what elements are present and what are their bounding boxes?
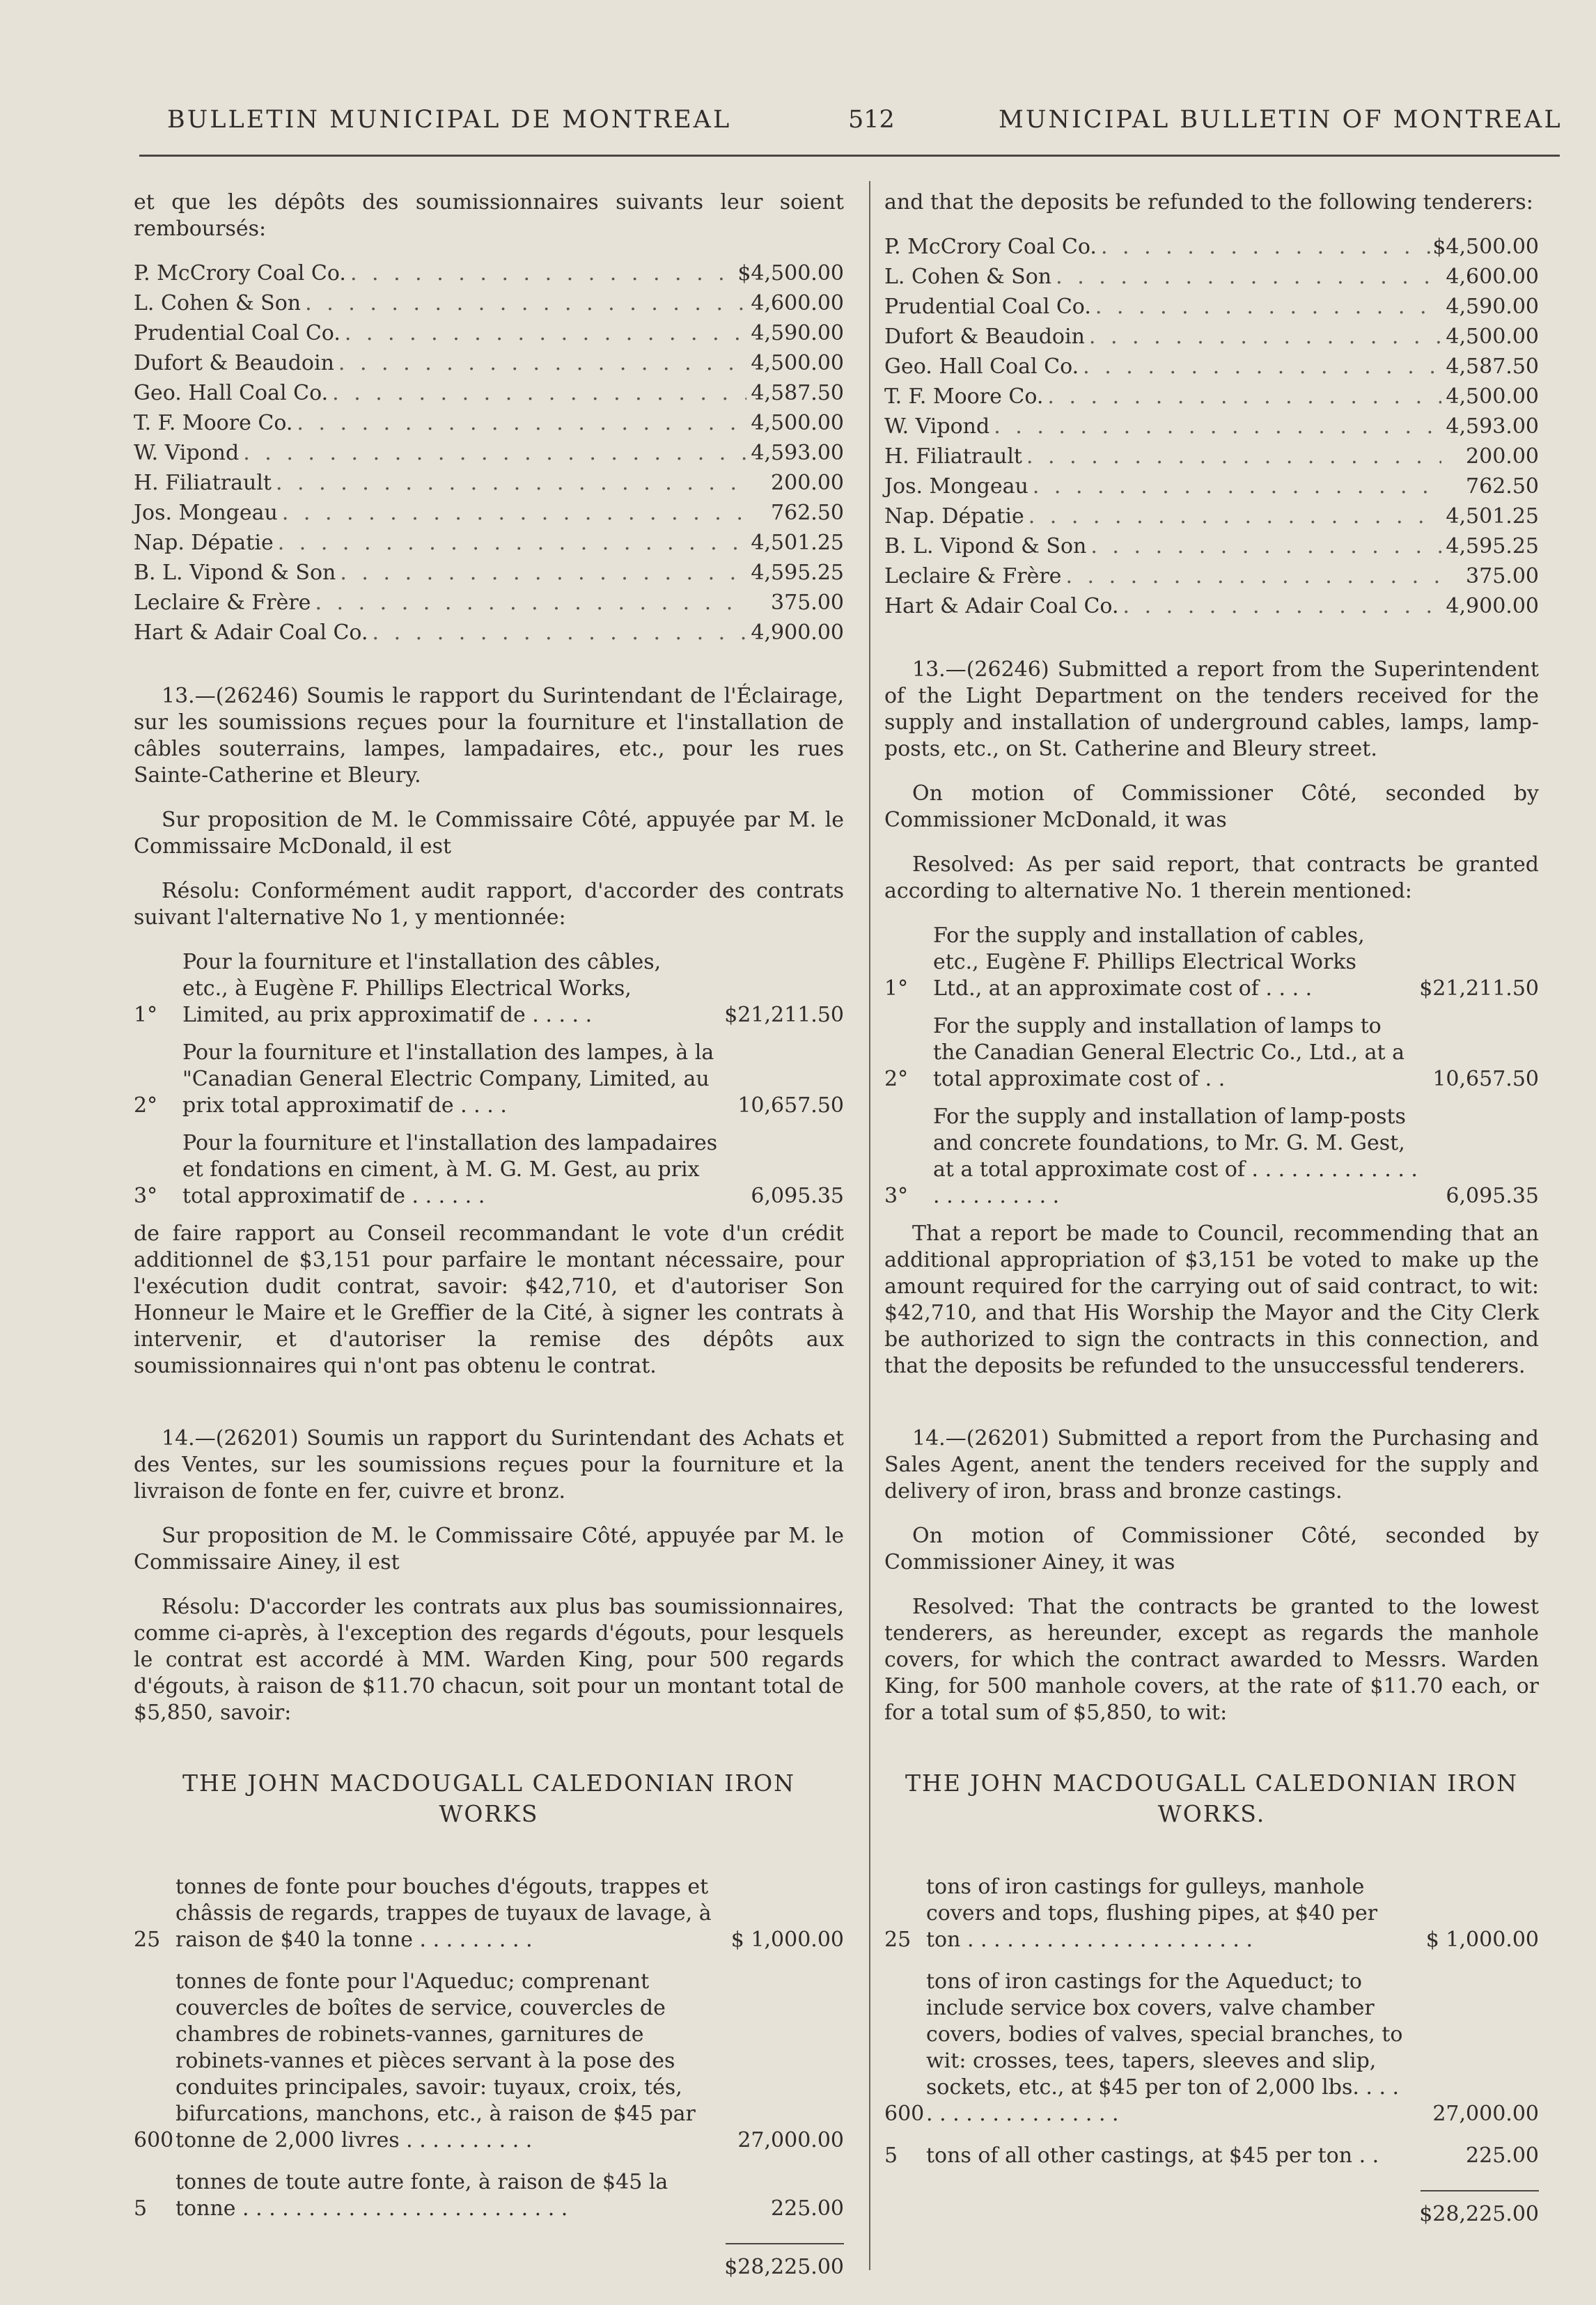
list-item: B. L. Vipond & Son . . . 4,595.25 bbox=[134, 560, 844, 590]
page-number: 512 bbox=[848, 106, 895, 134]
list-item: Prudential Coal Co. . . . 4,590.00 bbox=[884, 294, 1539, 324]
list-item: Jos. Mongeau . . . 762.50 bbox=[884, 474, 1539, 503]
list-item: P. McCrory Coal Co. . . . $4,500.00 bbox=[884, 234, 1539, 264]
fr-motion-13: Sur proposition de M. le Commissaire Côté, appuyée par M. le Commissaire McDonald, il est bbox=[134, 808, 844, 859]
column-divider bbox=[869, 181, 870, 2270]
fr-resolution-13: Résolu: Conformément audit rapport, d'accorder des contrats suivant l'alternative No 1, y mentionnée: bbox=[134, 879, 844, 930]
fr-castings-list bbox=[134, 1874, 844, 2222]
en-company-heading: THE JOHN MACDOUGALL CALEDONIAN IRON WORKS. bbox=[905, 1769, 1518, 1827]
list-item: 600 tonnes de fonte pour l'Aqueduc; comprenant couvercles de boîtes de service, couvercles de chambres de robinets-vannes, garnitures de robinets-vannes et pièces servant à la pose des conduites principales, savoir: tuyaux, croix, tés, bifurcations, manchons, etc., à raison de $45 par tonne de 2,000 livres . . . . . . . . . . 27,000.00 bbox=[134, 1969, 844, 2152]
fr-resolution-14: Résolu: D'accorder les contrats aux plus bas soumissionnaires, comme ci-après, à l'exception des regards d'égouts, pour lesquels le contrat est accordé à MM. Warden King, pour 500 regards d'égouts, à raison de $11.70 chacun, soit pour un montant total de $5,850, savoir: bbox=[134, 1595, 844, 1725]
header-left-title: BULLETIN MUNICIPAL DE MONTREAL bbox=[167, 106, 732, 134]
list-item: 3° Pour la fourniture et l'installation des lampadaires et fondations en ciment, à M. G. M. Gest, au prix total approximatif de . . . . . . 6,095.35 bbox=[134, 1131, 844, 1208]
list-item: 1° Pour la fourniture et l'installation des câbles, etc., à Eugène F. Phillips Electrical Works, Limited, au prix approximatif de . . . . . $21,211.50 bbox=[134, 950, 844, 1027]
list-item: Dufort & Beaudoin . . . 4,500.00 bbox=[134, 350, 844, 380]
header-right-title: MUNICIPAL BULLETIN OF MONTREAL bbox=[999, 106, 1563, 134]
list-item: 2° For the supply and installation of lamps to the Canadian General Electric Co., Ltd., at a total approximate cost of . . 10,657.50 bbox=[884, 1014, 1539, 1091]
list-item: Hart & Adair Coal Co. . . . 4,900.00 bbox=[134, 620, 844, 650]
fr-item-14: 14.—(26201) Soumis un rapport du Surintendant des Achats et des Ventes, sur les soumissions reçues pour la fourniture et la livraison de fonte en fer, cuivre et bronz. bbox=[134, 1426, 844, 1503]
list-item: L. Cohen & Son . . . 4,600.00 bbox=[134, 290, 844, 320]
en-motion-13: On motion of Commissioner Côté, seconded by Commissioner McDonald, it was bbox=[884, 781, 1539, 832]
en-castings-list bbox=[884, 1874, 1539, 2169]
list-item: Dufort & Beaudoin . . . 4,500.00 bbox=[884, 324, 1539, 354]
list-item: L. Cohen & Son . . . 4,600.00 bbox=[884, 264, 1539, 294]
list-item: Nap. Dépatie . . . 4,501.25 bbox=[134, 530, 844, 560]
en-total-rule bbox=[1421, 2190, 1539, 2191]
list-item: 3° For the supply and installation of lamp-posts and concrete foundations, to Mr. G. M. Gest, at a total approximate cost of . . . . . . . . . . . . . . . . . . . . . . . 6,095.35 bbox=[884, 1104, 1539, 1208]
list-item: 5 tonnes de toute autre fonte, à raison de $45 la tonne . . . . . . . . . . . . . . . . . . . . . . . . . 225.00 bbox=[134, 2170, 844, 2221]
en-total: $28,225.00 bbox=[1419, 2202, 1539, 2226]
fr-motion-14: Sur proposition de M. le Commissaire Côté, appuyée par M. le Commissaire Ainey, il est bbox=[134, 1524, 844, 1575]
list-item: 25 tons of iron castings for gulleys, manhole covers and tops, flushing pipes, at $40 per ton . . . . . . . . . . . . . . . . . . . . . . $ 1,000.00 bbox=[884, 1875, 1539, 1952]
en-item-14: 14.—(26201) Submitted a report from the Purchasing and Sales Agent, anent the tenders received for the supply and delivery of iron, brass and bronze castings. bbox=[884, 1426, 1539, 1503]
english-column bbox=[884, 189, 1539, 2228]
en-motion-14: On motion of Commissioner Côté, seconded by Commissioner Ainey, it was bbox=[884, 1524, 1539, 1575]
en-resolution-14: Resolved: That the contracts be granted to the lowest tenderers, as hereunder, except as regards the manhole covers, for which the contract awarded to Messrs. Warden King, for 500 manhole covers, at the rate of $11.70 each, or for a total sum of $5,850, to wit: bbox=[884, 1595, 1539, 1725]
en-item-13: 13.—(26246) Submitted a report from the Superintendent of the Light Department on the tenders received for the supply and installation of underground cables, lamps, lamp-posts, etc., on St. Catherine and Bleury street. bbox=[884, 657, 1539, 761]
list-item: 2° Pour la fourniture et l'installation des lampes, à la "Canadian General Electric Company, Limited, au prix total approximatif de . . . . 10,657.50 bbox=[134, 1040, 844, 1118]
fr-total-rule bbox=[726, 2243, 844, 2244]
list-item: P. McCrory Coal Co. . . . $4,500.00 bbox=[134, 260, 844, 290]
list-item: Nap. Dépatie . . . 4,501.25 bbox=[884, 503, 1539, 533]
list-item: Hart & Adair Coal Co. . . . 4,900.00 bbox=[884, 593, 1539, 623]
en-contract-list bbox=[884, 923, 1539, 1210]
fr-intro: et que les dépôts des soumissionnaires suivants leur soient remboursés: bbox=[134, 190, 844, 241]
en-report-13: That a report be made to Council, recommending that an additional appropriation of $3,151 be voted to make up the amount required for the carrying out of said contract, to wit: $42,710, and that His Worship the Mayor and the City Clerk be authorized to sign the contracts in this connection, and that the deposits be refunded to the unsuccessful tenderers. bbox=[884, 1221, 1539, 1378]
list-item: W. Vipond . . . 4,593.00 bbox=[134, 440, 844, 470]
list-item: Geo. Hall Coal Co. . . . 4,587.50 bbox=[134, 380, 844, 410]
en-resolution-13: Resolved: As per said report, that contracts be granted according to alternative No. 1 therein mentioned: bbox=[884, 852, 1539, 903]
fr-contract-list bbox=[134, 949, 844, 1210]
list-item: H. Filiatrault . . . 200.00 bbox=[884, 444, 1539, 474]
list-item: Leclaire & Frère . . . 375.00 bbox=[884, 563, 1539, 593]
list-item: T. F. Moore Co. . . . 4,500.00 bbox=[134, 410, 844, 440]
list-item: Geo. Hall Coal Co. . . . 4,587.50 bbox=[884, 354, 1539, 384]
fr-refund-list bbox=[134, 260, 844, 650]
header-rule bbox=[139, 155, 1560, 157]
list-item: Jos. Mongeau . . . 762.50 bbox=[134, 500, 844, 530]
en-intro: and that the deposits be refunded to the following tenderers: bbox=[884, 190, 1533, 214]
list-item: H. Filiatrault . . . 200.00 bbox=[134, 470, 844, 500]
list-item: 25 tonnes de fonte pour bouches d'égouts, trappes et châssis de regards, trappes de tuyaux de lavage, à raison de $40 la tonne . . . . . . . . . $ 1,000.00 bbox=[134, 1875, 844, 1952]
en-refund-list bbox=[884, 234, 1539, 623]
list-item: W. Vipond . . . 4,593.00 bbox=[884, 414, 1539, 444]
fr-item-13: 13.—(26246) Soumis le rapport du Surintendant de l'Éclairage, sur les soumissions reçues pour la fourniture et l'installation de câbles souterrains, lampes, lampadaires, etc., pour les rues Sainte-Catherine et Bleury. bbox=[134, 684, 844, 788]
list-item: Prudential Coal Co. . . . 4,590.00 bbox=[134, 320, 844, 350]
list-item: 1° For the supply and installation of cables, etc., Eugène F. Phillips Electrical Works Ltd., at an approximate cost of . . . . $21,211.50 bbox=[884, 923, 1539, 1001]
list-item: Leclaire & Frère . . . 375.00 bbox=[134, 590, 844, 620]
list-item: T. F. Moore Co. . . . 4,500.00 bbox=[884, 384, 1539, 414]
list-item: 5 tons of all other castings, at $45 per ton . . 225.00 bbox=[884, 2143, 1539, 2168]
fr-report-13: de faire rapport au Conseil recommandant le vote d'un crédit additionnel de $3,151 pour parfaire le montant nécessaire, pour l'exécution dudit contrat, savoir: $42,710, et d'autoriser Son Honneur le Maire et le Greffier de la Cité, à signer les contrats à intervenir, et d'autoriser la remise des dépôts aux soumissionnaires qui n'ont pas obtenu le contrat. bbox=[134, 1221, 844, 1378]
list-item: B. L. Vipond & Son . . . 4,595.25 bbox=[884, 533, 1539, 563]
french-column bbox=[134, 189, 844, 2281]
list-item: 600 tons of iron castings for the Aqueduct; to include service box covers, valve chamber covers, bodies of valves, special branches, to wit: crosses, tees, tapers, sleeves and slip, sockets, etc., at $45 per ton of 2,000 lbs. . . . . . . . . . . . . . . . . . . 27,000.00 bbox=[884, 1969, 1539, 2126]
fr-total: $28,225.00 bbox=[724, 2255, 844, 2279]
fr-company-heading: THE JOHN MACDOUGALL CALEDONIAN IRON WORKS bbox=[182, 1769, 795, 1827]
